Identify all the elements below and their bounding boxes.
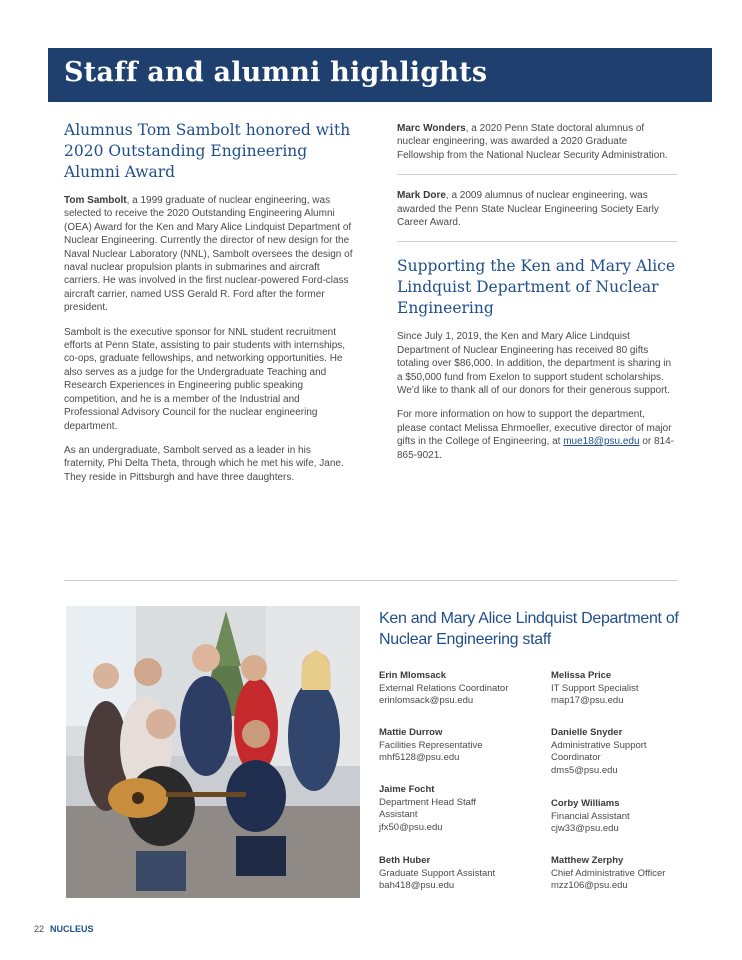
staff-member [551, 670, 701, 708]
support-headline: Supporting the Ken and Mary Alice Lindquist Department of Nuclear Engineering [397, 257, 676, 318]
staff-section-title: Ken and Mary Alice Lindquist Department of Nuclear Engineering staff [379, 610, 679, 648]
staff-email[interactable]: map17@psu.edu [551, 695, 624, 706]
alumni-award-paragraph-2: Sambolt is the executive sponsor for NNL student recruitment efforts at Penn State, assisting to pair students with internships, co-ops, graduate fellowships, and networking opportunities. He also serves as a judge for the Undergraduate Teaching and Research Experiences in Engineering public speaking competition, and he is a member of the Industrial and Professional Advisory Council for the nuclear engineering department. [64, 326, 346, 432]
staff-member [551, 855, 701, 893]
staff-role: Department Head Staff Assistant [379, 796, 476, 820]
alumni-award-paragraph-1 [64, 194, 354, 315]
staff-email[interactable]: mzz106@psu.edu [551, 880, 628, 891]
staff-member [379, 855, 529, 893]
title-banner [48, 48, 712, 102]
staff-name: Matthew Zerphy [551, 855, 624, 866]
support-contact-text: For more information on how to support the department, please contact Melissa Ehrmoeller, executive director of major gifts in the College of Engineering, at [397, 409, 672, 448]
staff-role: Graduate Support Assistant [379, 867, 496, 879]
staff-email[interactable]: cjw33@psu.edu [551, 823, 619, 834]
staff-email[interactable]: mhf5128@psu.edu [379, 752, 460, 763]
staff-member [551, 798, 701, 836]
staff-email[interactable]: erinlomsack@psu.edu [379, 695, 474, 706]
staff-role: Facilities Representative [379, 739, 483, 751]
staff-member [379, 727, 529, 765]
staff-name: Melissa Price [551, 670, 612, 681]
staff-member [379, 670, 529, 708]
staff-email[interactable]: bah418@psu.edu [379, 880, 455, 891]
left-column [64, 120, 354, 484]
page-number: 22 [34, 924, 45, 934]
staff-role: Financial Assistant [551, 810, 630, 822]
page-title: Staff and alumni highlights [64, 57, 488, 88]
news-text-dore: , a 2009 alumnus of nuclear engineering, was awarded the Penn State Nuclear Engineering Society Early Career Award. [397, 190, 659, 229]
support-phone-text: or 814-865-9021. [397, 436, 675, 461]
page-footer [34, 924, 94, 934]
support-paragraph-1: Since July 1, 2019, the Ken and Mary Alice Lindquist Department of Nuclear Engineering has received 80 gifts totaling over $86,000. In addition, the department is sharing in a $50,000 fund from Exelon to support student scholarships. We'd like to thank all of our donors for their generous support. [397, 331, 672, 397]
staff-name: Jaime Focht [379, 784, 435, 795]
news-text-wonders: , a 2020 Penn State doctoral alumnus of nuclear engineering, was awarded a 2020 Graduate Fellowship from the National Nuclear Security Administration. [397, 123, 668, 161]
staff-name: Corby Williams [551, 798, 620, 809]
publication-name: NUCLEUS [50, 924, 94, 934]
alumni-award-paragraph-3: As an undergraduate, Sambolt served as a leader in his fraternity, Phi Delta Theta, through which he met his wife, Jane. They reside in Pittsburgh and have three daughters. [64, 444, 344, 483]
alumni-award-text: , a 1999 graduate of nuclear engineering, was selected to receive the 2020 Outstanding Engineering Alumni (OEA) Award for the Ken and Mary Alice Lindquist Department of Nuclear Engineering. Currently the director of new design for the Naval Nuclear Laboratory (NNL), Sambolt oversees the design of naval nuclear propulsion plants in submarines and aircraft carriers. He was involved in the first nuclear-powered Ford-class aircraft carrier, named USS Gerald R. Ford after the former president. [64, 195, 353, 314]
staff-email[interactable]: jfx50@psu.edu [379, 821, 443, 833]
staff-member [551, 727, 671, 777]
divider [397, 174, 677, 175]
alumni-award-headline: Alumnus Tom Sambolt honored with 2020 Outstanding Engineering Alumni Award [64, 121, 351, 181]
divider [397, 241, 677, 242]
staff-role: IT Support Specialist [551, 682, 639, 694]
news-name-dore: Mark Dore [397, 190, 446, 202]
staff-role: Administrative Support Coordinator [551, 739, 647, 763]
section-divider [64, 580, 678, 581]
staff-role: Chief Administrative Officer [551, 867, 666, 879]
news-item-dore [397, 189, 677, 229]
staff-member [379, 784, 509, 834]
staff-section [379, 608, 699, 891]
staff-name: Erin Mlomsack [379, 670, 447, 681]
staff-email[interactable]: dms5@psu.edu [551, 764, 618, 776]
news-item-wonders [397, 122, 677, 162]
alumni-name: Tom Sambolt [64, 195, 127, 206]
staff-group-photo [66, 606, 360, 898]
staff-role: External Relations Coordinator [379, 682, 509, 694]
news-name-wonders: Marc Wonders [397, 123, 466, 134]
contact-email-link[interactable]: mue18@psu.edu [563, 436, 640, 448]
staff-name: Beth Huber [379, 855, 431, 866]
right-column [397, 122, 677, 462]
staff-name: Danielle Snyder [551, 727, 623, 738]
staff-name: Mattie Durrow [379, 727, 443, 738]
support-paragraph-2 [397, 408, 677, 462]
